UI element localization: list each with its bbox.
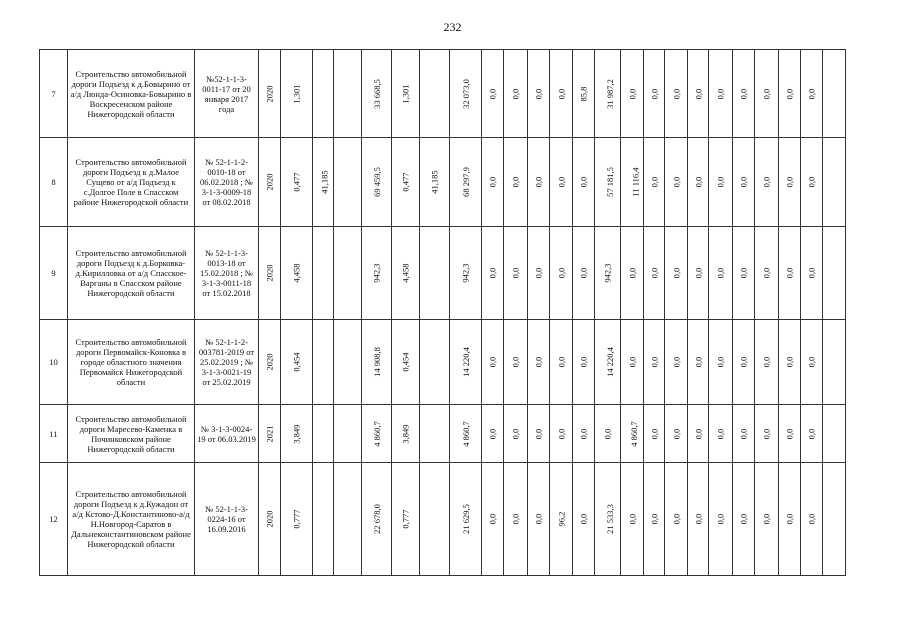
value-cell: [755, 50, 779, 138]
cell-value: 14 220,4: [460, 347, 471, 377]
cell-value: 0,0: [761, 267, 772, 279]
value-cell: [688, 463, 709, 576]
value-cell: [688, 227, 709, 320]
cell-value: 14 220,4: [604, 347, 615, 377]
value-cell: [450, 50, 482, 138]
cell-value: 0,0: [533, 356, 544, 368]
object-description: Строительство автомобильной дороги Подъезд к д.Малое Сущево от а/д Подъезд к с.Долгое Поле в Спасском районе Нижегородской области: [68, 138, 195, 227]
cell-value: 31 987,2: [604, 78, 615, 109]
value-cell: [482, 227, 504, 320]
value-cell: [733, 138, 755, 227]
cell-value: 0,0: [784, 513, 795, 525]
cell-value: 0,0: [578, 428, 589, 439]
cell-value: 0,0: [627, 267, 637, 279]
value-cell: [313, 227, 334, 320]
value-cell: [504, 227, 528, 320]
value-cell: [621, 138, 644, 227]
cell-value: 0,0: [693, 88, 703, 99]
cell-value: 85,8: [578, 86, 589, 101]
empty-cell: [823, 138, 846, 227]
cell-value: 0,0: [578, 176, 589, 188]
cell-value: 1,301: [400, 83, 411, 104]
cell-value: 0,0: [693, 513, 703, 525]
value-cell: [392, 463, 420, 576]
value-cell: [595, 405, 621, 463]
cell-value: 21 533,3: [604, 504, 615, 534]
empty-cell: [823, 320, 846, 405]
row-number: 8: [40, 138, 68, 227]
value-cell: [733, 405, 755, 463]
object-description: Строительство автомобильной дороги Подъезд к д.Борковка-д.Кирилловка от а/д Спасское-Варганы в Спасском районе Нижегородской области: [68, 227, 195, 320]
cell-value: 0,0: [627, 513, 637, 525]
cell-value: 0,0: [806, 267, 817, 279]
value-cell: [573, 463, 595, 576]
value-cell: [733, 463, 755, 576]
cell-value: 0,0: [649, 176, 659, 188]
page-number: 232: [443, 20, 462, 34]
value-cell: [482, 50, 504, 138]
value-cell: [801, 138, 823, 227]
cell-value: 33 668,5: [371, 78, 382, 109]
value-cell: [362, 405, 392, 463]
cell-value: 0,0: [649, 428, 659, 439]
value-cell: [621, 463, 644, 576]
cell-value: 0,0: [510, 356, 521, 368]
value-cell: [392, 138, 420, 227]
value-cell: [755, 227, 779, 320]
cell-value: 0,454: [291, 352, 302, 372]
value-cell: [334, 227, 362, 320]
value-cell: [482, 405, 504, 463]
row-number: 9: [40, 227, 68, 320]
cell-value: 0,0: [510, 176, 521, 188]
value-cell: [504, 320, 528, 405]
cell-value: 3,849: [400, 423, 411, 444]
value-cell: [313, 320, 334, 405]
value-cell: [595, 463, 621, 576]
empty-cell: [823, 227, 846, 320]
cell-value: 0,0: [806, 356, 817, 368]
cell-value: 0,0: [738, 428, 749, 439]
cell-value: 0,0: [649, 88, 659, 99]
value-cell: [779, 463, 801, 576]
cell-value: 0,0: [671, 88, 681, 99]
value-cell: [362, 463, 392, 576]
value-cell: [259, 227, 281, 320]
cell-value: 0,0: [671, 513, 681, 525]
permit-number: № 52-1-1-3-0013-18 от 15.02.2018 ; № 3-1-3-0011-18 от 15.02.2018: [195, 227, 259, 320]
value-cell: [281, 50, 313, 138]
cell-value: 2020: [264, 264, 275, 282]
cell-value: 942,3: [371, 263, 382, 283]
value-cell: [688, 320, 709, 405]
permit-number: № 52-1-1-2-0010-18 от 06.02.2018 ; № 3-1-3-0009-18 от 08.02.2018: [195, 138, 259, 227]
value-cell: [504, 138, 528, 227]
value-cell: [334, 138, 362, 227]
cell-value: 68 297,9: [460, 167, 471, 197]
value-cell: [709, 138, 733, 227]
value-cell: [550, 138, 573, 227]
value-cell: [281, 227, 313, 320]
value-cell: [665, 320, 688, 405]
cell-value: 0,0: [602, 428, 613, 439]
value-cell: [362, 227, 392, 320]
cell-value: 0,0: [510, 88, 521, 99]
value-cell: [281, 138, 313, 227]
value-cell: [733, 320, 755, 405]
value-cell: [450, 463, 482, 576]
empty-cell: [823, 50, 846, 138]
cell-value: 0,0: [510, 267, 521, 279]
cell-value: 0,0: [715, 267, 726, 279]
value-cell: [362, 50, 392, 138]
cell-value: 0,0: [533, 513, 544, 525]
value-cell: [550, 227, 573, 320]
value-cell: [313, 50, 334, 138]
value-cell: [259, 463, 281, 576]
value-cell: [334, 320, 362, 405]
cell-value: 0,0: [487, 176, 498, 188]
value-cell: [392, 320, 420, 405]
value-cell: [420, 50, 450, 138]
cell-value: 0,0: [715, 356, 726, 368]
value-cell: [755, 320, 779, 405]
value-cell: [450, 138, 482, 227]
permit-number: № 52-1-1-3-0224-16 от 16.09.2016: [195, 463, 259, 576]
value-cell: [801, 463, 823, 576]
value-cell: [281, 405, 313, 463]
cell-value: 0,0: [671, 267, 681, 279]
value-cell: [644, 50, 665, 138]
value-cell: [801, 50, 823, 138]
value-cell: [621, 50, 644, 138]
cell-value: 4 860,7: [371, 420, 382, 447]
value-cell: [665, 405, 688, 463]
cell-value: 0,0: [649, 267, 659, 279]
table-row: [40, 320, 869, 405]
row-number: 11: [40, 405, 68, 463]
value-cell: [688, 50, 709, 138]
cell-value: 21 629,5: [460, 504, 471, 534]
cell-value: 0,0: [627, 88, 637, 99]
value-cell: [644, 405, 665, 463]
cell-value: 0,0: [533, 267, 544, 279]
cell-value: 0,0: [533, 176, 544, 188]
cell-value: 0,0: [784, 356, 795, 368]
value-cell: [482, 138, 504, 227]
cell-value: 0,0: [806, 88, 817, 99]
cell-value: 0,0: [627, 356, 637, 368]
object-description: Строительство автомобильной дороги Подъезд к д.Бовырино от а/д Люнда-Осиновка-Бовырино в Воскресенском районе Нижегородской области: [68, 50, 195, 138]
value-cell: [644, 463, 665, 576]
value-cell: [420, 138, 450, 227]
cell-value: 0,0: [761, 356, 772, 368]
value-cell: [504, 405, 528, 463]
value-cell: [688, 405, 709, 463]
cell-value: 0,0: [738, 513, 749, 525]
cell-value: 0,0: [738, 88, 749, 99]
cell-value: 4,458: [400, 263, 411, 283]
cell-value: 0,0: [693, 176, 703, 188]
cell-value: 3,849: [291, 423, 302, 444]
value-cell: [573, 320, 595, 405]
cell-value: 0,0: [806, 176, 817, 188]
cell-value: 4,458: [291, 263, 302, 283]
cell-value: 0,0: [578, 267, 589, 279]
cell-value: 0,0: [761, 513, 772, 525]
cell-value: 0,0: [715, 513, 726, 525]
value-cell: [688, 138, 709, 227]
cell-value: 942,3: [460, 263, 471, 283]
value-cell: [709, 50, 733, 138]
cell-value: 2021: [264, 425, 275, 442]
value-cell: [801, 320, 823, 405]
value-cell: [528, 50, 550, 138]
value-cell: [392, 50, 420, 138]
cell-value: 2020: [264, 173, 275, 191]
value-cell: [528, 138, 550, 227]
value-cell: [573, 138, 595, 227]
value-cell: [313, 138, 334, 227]
cell-value: 0,0: [487, 267, 498, 279]
value-cell: [281, 320, 313, 405]
value-cell: [420, 227, 450, 320]
value-cell: [621, 320, 644, 405]
cell-value: 2020: [264, 353, 275, 371]
value-cell: [779, 227, 801, 320]
cell-value: 0,0: [487, 428, 498, 439]
cell-value: 0,0: [738, 356, 749, 368]
cell-value: 4 860,7: [628, 420, 639, 447]
value-cell: [595, 320, 621, 405]
cell-value: 942,3: [602, 263, 613, 283]
value-cell: [550, 50, 573, 138]
value-cell: [550, 320, 573, 405]
value-cell: [573, 50, 595, 138]
cell-value: 0,0: [784, 267, 795, 279]
cell-value: 0,0: [510, 428, 521, 439]
cell-value: 0,0: [578, 356, 589, 368]
value-cell: [709, 405, 733, 463]
value-cell: [281, 463, 313, 576]
cell-value: 0,0: [578, 513, 589, 525]
row-number: 12: [40, 463, 68, 576]
value-cell: [334, 463, 362, 576]
cell-value: 0,0: [556, 267, 566, 279]
value-cell: [528, 227, 550, 320]
value-cell: [392, 227, 420, 320]
value-cell: [733, 50, 755, 138]
cell-value: 0,0: [761, 88, 772, 99]
cell-value: 0,0: [738, 267, 749, 279]
cell-value: 32 073,0: [460, 78, 471, 109]
value-cell: [482, 320, 504, 405]
cell-value: 0,0: [487, 88, 498, 99]
table-row: [40, 405, 869, 463]
cell-value: 1,301: [291, 83, 302, 104]
value-cell: [313, 463, 334, 576]
cell-value: 0,0: [556, 356, 566, 368]
cell-value: 2020: [264, 85, 275, 102]
value-cell: [450, 320, 482, 405]
value-cell: [733, 227, 755, 320]
cell-value: 41,185: [319, 170, 330, 194]
cell-value: 0,477: [291, 172, 302, 192]
row-number: 10: [40, 320, 68, 405]
value-cell: [450, 227, 482, 320]
cell-value: 0,0: [556, 88, 566, 99]
cell-value: 14 908,8: [371, 347, 382, 377]
value-cell: [755, 463, 779, 576]
value-cell: [779, 320, 801, 405]
cell-value: 0,0: [715, 176, 726, 188]
road-construction-table: [39, 49, 869, 576]
cell-value: 0,0: [761, 428, 772, 439]
cell-value: 0,777: [291, 509, 302, 529]
value-cell: [573, 405, 595, 463]
value-cell: [420, 405, 450, 463]
cell-value: 0,0: [693, 428, 703, 439]
value-cell: [755, 405, 779, 463]
value-cell: [528, 320, 550, 405]
value-cell: [362, 138, 392, 227]
cell-value: 0,0: [510, 513, 521, 525]
cell-value: 0,0: [649, 356, 659, 368]
cell-value: 22 678,0: [371, 504, 382, 534]
row-number: 7: [40, 50, 68, 138]
cell-value: 11 116,4: [630, 167, 641, 197]
cell-value: 0,0: [761, 176, 772, 188]
cell-value: 2020: [264, 510, 275, 528]
cell-value: 0,0: [806, 513, 817, 525]
value-cell: [644, 320, 665, 405]
value-cell: [595, 50, 621, 138]
cell-value: 0,0: [487, 356, 498, 368]
table-row: [40, 227, 869, 320]
value-cell: [334, 50, 362, 138]
value-cell: [504, 50, 528, 138]
cell-value: 0,0: [533, 88, 544, 99]
value-cell: [504, 463, 528, 576]
cell-value: 0,0: [671, 176, 681, 188]
cell-value: 96,2: [556, 511, 566, 527]
value-cell: [259, 138, 281, 227]
cell-value: 0,0: [649, 513, 659, 525]
value-cell: [621, 227, 644, 320]
value-cell: [420, 463, 450, 576]
cell-value: 0,0: [671, 356, 681, 368]
value-cell: [482, 463, 504, 576]
value-cell: [313, 405, 334, 463]
cell-value: 69 459,5: [371, 167, 382, 197]
cell-value: 0,0: [693, 267, 703, 279]
cell-value: 0,0: [533, 428, 544, 439]
value-cell: [801, 405, 823, 463]
value-cell: [334, 405, 362, 463]
permit-number: № 52-1-1-2-003781-2019 от 25.02.2019 ; № 3-1-3-0021-19 от 25.02.2019: [195, 320, 259, 405]
value-cell: [621, 405, 644, 463]
cell-value: 0,0: [556, 176, 566, 188]
value-cell: [259, 405, 281, 463]
value-cell: [709, 320, 733, 405]
cell-value: 0,0: [784, 88, 795, 99]
value-cell: [709, 463, 733, 576]
value-cell: [528, 405, 550, 463]
cell-value: 4 860,7: [460, 420, 471, 447]
cell-value: 0,0: [487, 513, 498, 525]
table-row: [40, 138, 869, 227]
cell-value: 0,454: [400, 352, 411, 372]
object-description: Строительство автомобильной дороги Подъезд к д.Кужадон от а/д Кстово-Д.Константиново-а/д Н.Новгород-Саратов в Дальнеконстантиновском районе Нижегородской области: [68, 463, 195, 576]
value-cell: [644, 227, 665, 320]
cell-value: 0,777: [400, 509, 411, 529]
value-cell: [779, 405, 801, 463]
cell-value: 0,0: [784, 428, 795, 439]
permit-number: №52-1-1-3-0011-17 от 20 января 2017 года: [195, 50, 259, 138]
cell-value: 0,0: [715, 88, 726, 99]
value-cell: [528, 463, 550, 576]
value-cell: [595, 138, 621, 227]
value-cell: [550, 405, 573, 463]
value-cell: [450, 405, 482, 463]
object-description: Строительство автомобильной дороги Маресево-Каменка в Починковском районе Нижегородской области: [68, 405, 195, 463]
value-cell: [779, 50, 801, 138]
empty-cell: [823, 463, 846, 576]
value-cell: [550, 463, 573, 576]
value-cell: [665, 138, 688, 227]
value-cell: [392, 405, 420, 463]
value-cell: [801, 227, 823, 320]
cell-value: 41,185: [429, 170, 440, 194]
value-cell: [420, 320, 450, 405]
value-cell: [573, 227, 595, 320]
value-cell: [259, 50, 281, 138]
cell-value: 0,0: [671, 428, 681, 439]
value-cell: [259, 320, 281, 405]
value-cell: [665, 50, 688, 138]
permit-number: № 3-1-3-0024-19 от 06.03.2019: [195, 405, 259, 463]
value-cell: [755, 138, 779, 227]
value-cell: [595, 227, 621, 320]
cell-value: 0,0: [806, 428, 817, 439]
cell-value: 0,0: [693, 356, 703, 368]
object-description: Строительство автомобильной дороги Первомайск-Коновка в городе областного значения Первомайск Нижегородской области: [68, 320, 195, 405]
table-row: [40, 463, 869, 576]
empty-cell: [823, 405, 846, 463]
value-cell: [362, 320, 392, 405]
cell-value: 57 181,5: [604, 167, 615, 197]
value-cell: [709, 227, 733, 320]
value-cell: [665, 227, 688, 320]
cell-value: 0,0: [738, 176, 749, 188]
value-cell: [779, 138, 801, 227]
cell-value: 0,477: [400, 172, 411, 192]
table-row: [40, 50, 869, 138]
cell-value: 0,0: [784, 176, 795, 188]
value-cell: [665, 463, 688, 576]
value-cell: [644, 138, 665, 227]
cell-value: 0,0: [715, 428, 726, 439]
cell-value: 0,0: [556, 428, 566, 439]
